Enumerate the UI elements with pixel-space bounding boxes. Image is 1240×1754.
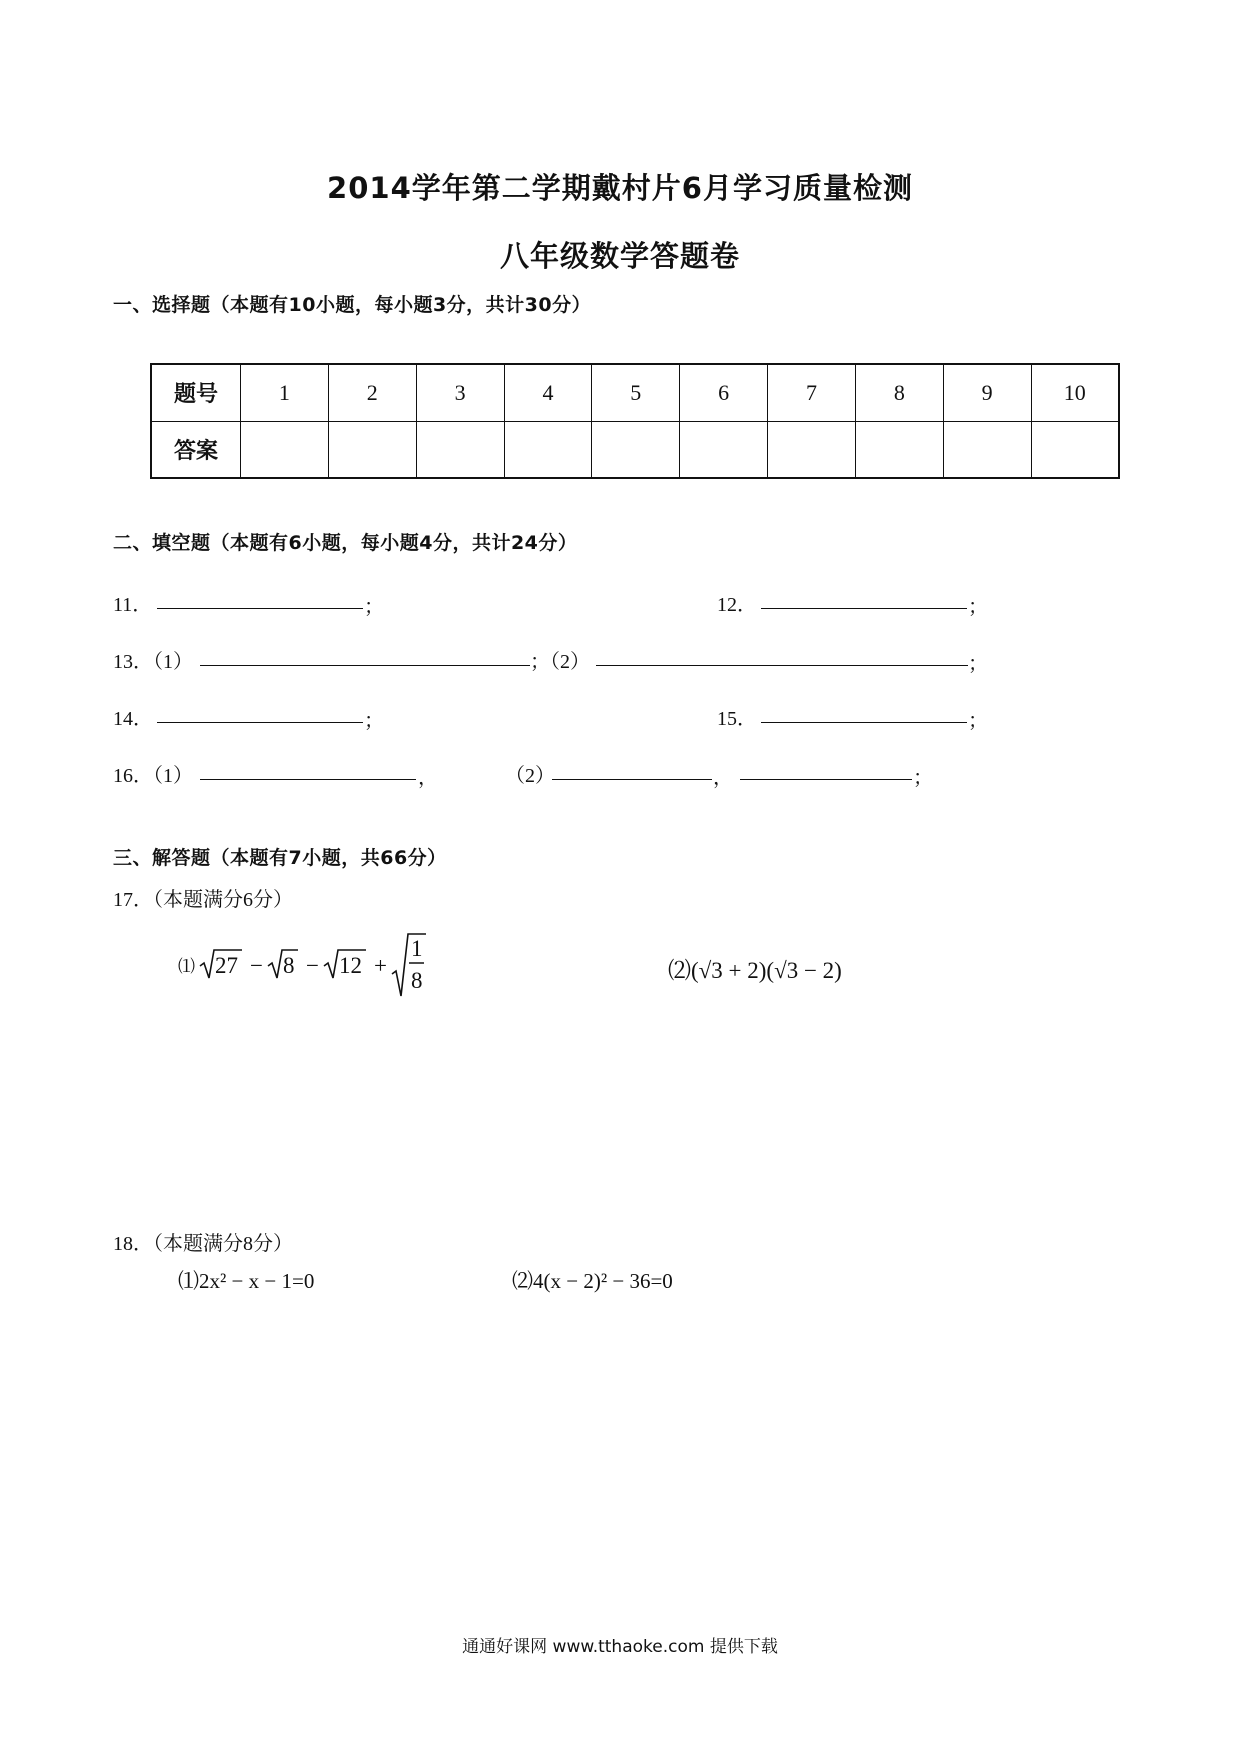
q16-blank-1[interactable] [200, 778, 416, 780]
q13-blank-1[interactable] [200, 664, 530, 666]
svg-text:+: + [374, 953, 387, 978]
q14-end: ； [364, 710, 384, 732]
q16-part2-label: （2） [505, 765, 555, 787]
q13-label: 13．（1） [113, 651, 193, 673]
q11-label: 11． [113, 594, 153, 616]
q16-comma-2: ， [713, 767, 733, 789]
q16-end: ； [913, 767, 933, 789]
q18-part2-expression: ⑵4(x − 2)² − 36=0 [512, 1269, 673, 1293]
answer-table [150, 363, 1120, 479]
question-number: 6 [680, 364, 768, 421]
answer-cell[interactable] [592, 421, 680, 478]
q16-comma: ， [418, 767, 438, 789]
page-subtitle: 八年级数学答题卷 [499, 239, 740, 273]
table-header-number: 题号 [151, 364, 241, 421]
section-fill-heading: 二、填空题（本题有6小题，每小题4分，共计24分） [113, 532, 578, 554]
section-solve-heading: 三、解答题（本题有7小题，共66分） [113, 847, 447, 869]
question-number: 3 [416, 364, 504, 421]
q15-label: 15． [717, 708, 757, 730]
q12-label: 12． [717, 594, 757, 616]
question-number: 1 [241, 364, 329, 421]
question-number: 4 [504, 364, 592, 421]
question-number: 8 [855, 364, 943, 421]
svg-text:−: − [306, 953, 319, 978]
svg-text:8: 8 [283, 953, 295, 978]
svg-text:12: 12 [339, 953, 362, 978]
table-header-answer: 答案 [151, 421, 241, 478]
answer-cell[interactable] [680, 421, 768, 478]
answer-cell[interactable] [328, 421, 416, 478]
footer-credit: 通通好课网 www.tthaoke.com 提供下载 [462, 1637, 778, 1657]
q13-blank-2[interactable] [596, 664, 968, 666]
section-choice-heading: 一、选择题（本题有10小题，每小题3分，共计30分） [113, 294, 592, 316]
q11-end: ； [364, 596, 384, 618]
svg-text:8: 8 [411, 968, 423, 993]
answer-cell[interactable] [943, 421, 1031, 478]
table-row-numbers [151, 364, 1119, 421]
table-row-answers [151, 421, 1119, 478]
svg-text:1: 1 [411, 936, 423, 961]
q16-blank-3[interactable] [740, 778, 912, 780]
q17-label: 17．（本题满分6分） [113, 889, 293, 911]
q12-end: ； [968, 596, 988, 618]
q17-part1-marker: ⑴ [178, 957, 195, 976]
q17-part1-expression [178, 930, 458, 1000]
answer-cell[interactable] [768, 421, 856, 478]
answer-cell[interactable] [416, 421, 504, 478]
question-number: 10 [1031, 364, 1119, 421]
answer-cell[interactable] [504, 421, 592, 478]
page-title: 2014学年第二学期戴村片6月学习质量检测 [327, 171, 913, 205]
q13-part2-label: ；（2） [530, 651, 590, 673]
answer-cell[interactable] [855, 421, 943, 478]
answer-cell[interactable] [1031, 421, 1119, 478]
q18-part1-expression: ⑴2x² − x − 1=0 [178, 1269, 315, 1293]
q16-blank-2[interactable] [552, 778, 712, 780]
q14-label: 14． [113, 708, 153, 730]
question-number: 9 [943, 364, 1031, 421]
q18-label: 18．（本题满分8分） [113, 1233, 293, 1255]
q16-label: 16．（1） [113, 765, 193, 787]
q12-blank[interactable] [761, 607, 967, 609]
question-number: 5 [592, 364, 680, 421]
q11-blank[interactable] [157, 607, 363, 609]
q13-end: ； [968, 653, 988, 675]
svg-text:−: − [250, 953, 263, 978]
svg-text:27: 27 [215, 953, 238, 978]
answer-cell[interactable] [241, 421, 329, 478]
q17-part2-expression: ⑵(√3 + 2)(√3 − 2) [668, 958, 842, 983]
q14-blank[interactable] [157, 721, 363, 723]
q15-end: ； [968, 710, 988, 732]
question-number: 2 [328, 364, 416, 421]
q15-blank[interactable] [761, 721, 967, 723]
question-number: 7 [768, 364, 856, 421]
